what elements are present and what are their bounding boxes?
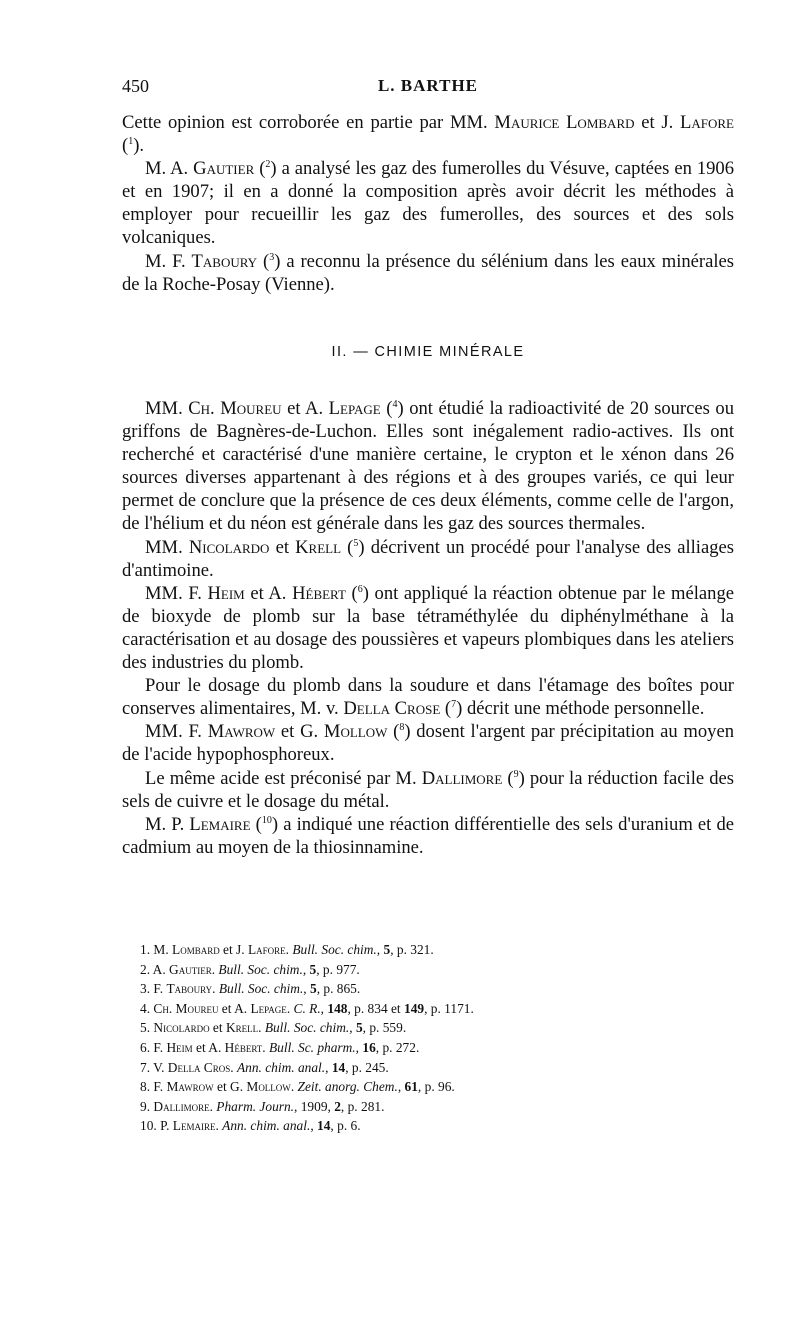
author-name: Nicolardo xyxy=(188,536,270,558)
author-name: Maurice Lombard xyxy=(494,112,635,133)
footnote-ref: 2 xyxy=(265,159,271,171)
author-name: Lafore xyxy=(680,112,734,133)
footnote: 1. M. Lombard et J. Lafore. Bull. Soc. chim., 5, p. 321. xyxy=(140,942,434,957)
paragraph: MM. F. Mawrow et G. Mollow ($^8$) dosent l'argent par précipitation au moyen de l'acide hypophosphoreux. xyxy=(122,721,734,766)
author-name: Krell xyxy=(295,536,342,558)
footnote-ref: 6 xyxy=(357,583,363,595)
page-number: 450 xyxy=(122,76,149,96)
author-name: Gautier xyxy=(193,158,255,180)
footnote: 6. F. Heim et A. Hébert. Bull. Sc. pharm., 16, p. 272. xyxy=(140,1039,420,1055)
author-name: Taboury xyxy=(191,250,258,272)
author-name: Heim xyxy=(207,582,245,604)
author-name: Hébert xyxy=(292,582,346,604)
paragraph: Cette opinion est corroborée en partie par MM. Maurice Lombard et J. Lafore ($^1$). xyxy=(122,112,734,157)
footnote-ref: 1 xyxy=(128,136,134,148)
author-name: Della Crose xyxy=(343,698,441,720)
author-name: Lepage xyxy=(328,398,381,419)
footnote-ref: 9 xyxy=(513,768,519,780)
paragraph: M. F. Taboury ($^3$) a reconnu la présence du sélénium dans les eaux minérales de la Roche-Posay (Vienne). xyxy=(122,250,735,295)
footnote: 4. Ch. Moureu et A. Lepage. C. R., 148, p. 834 et 149, p. 1171. xyxy=(140,1000,474,1016)
footnote: 9. Dallimore. Pharm. Journ., 1909, 2, p. 281. xyxy=(140,1098,385,1114)
footnote: 10. P. Lemaire. Ann. chim. anal., 14, p. 6. xyxy=(140,1118,361,1134)
author-name: Lemaire xyxy=(189,813,251,835)
footnote: 2. A. Gautier. Bull. Soc. chim., 5, p. 977. xyxy=(140,961,360,977)
author-name: Dallimore xyxy=(421,767,503,789)
intro-text xyxy=(122,111,734,296)
footnote: 7. V. Della Cros. Ann. chim. anal., 14, p. 245. xyxy=(140,1059,389,1075)
footnotes xyxy=(140,940,730,1136)
footnote-ref: 3 xyxy=(269,251,275,263)
paragraph: Pour le dosage du plomb dans la soudure et dans l'étamage des boîtes pour conserves alimentaires, M. v. Della Crose ($^7$) décrit une méthode personnelle. xyxy=(122,675,734,720)
running-head: L. BARTHE xyxy=(377,76,479,95)
paragraph: M. A. Gautier ($^2$) a analysé les gaz des fumerolles du Vésuve, captées en 1906 et en 1907; il en a donné la composition après avoir décrit les méthodes à employer pour recueillir les gaz des fumerolles, des sources et des sols volcaniques. xyxy=(122,158,735,249)
paragraph: Le même acide est préconisé par M. Dallimore ($^9$) pour la réduction facile des sels de cuivre et le dosage du métal. xyxy=(122,767,735,812)
author-name: Mawrow xyxy=(207,721,276,743)
section-text xyxy=(122,397,734,859)
paragraph: MM. Ch. Moureu et A. Lepage ($^4$) ont étudié la radioactivité de 20 sources ou griffons de Bagnères-de-Luchon. Elles sont inégalement radio-actives. Ils ont recherché et caractérisé d'une manière certaine, le crypton et le xénon dans 26 sources diverses appartenant à des régions et à des groupes variés, ce qui leur permet de conclure que la présence de ces deux éléments, comme celle de l'argon, de l'hélium et du néon est générale dans les gaz des sources thermales. xyxy=(122,398,734,535)
paragraph: M. P. Lemaire ($^{10}$) a indiqué une réaction différentielle des sels d'uranium et de cadmium au moyen de la thiosinnamine. xyxy=(122,813,734,858)
page-header xyxy=(122,76,734,102)
footnote: 8. F. Mawrow et G. Mollow. Zeit. anorg. Chem., 61, p. 96. xyxy=(140,1079,455,1095)
footnote-ref: 7 xyxy=(451,699,457,711)
author-name: Ch. Moureu xyxy=(188,398,282,419)
paragraph: MM. Nicolardo et Krell ($^5$) décrivent un procédé pour l'analyse des alliages d'antimoine. xyxy=(122,536,735,581)
footnote-ref: 8 xyxy=(399,722,405,734)
footnote-ref: 10 xyxy=(261,814,272,826)
author-name: Mollow xyxy=(323,721,388,743)
footnote-ref: 4 xyxy=(392,399,398,410)
section-heading: II. — CHIMIE MINÉRALE xyxy=(331,344,525,360)
paragraph: MM. F. Heim et A. Hébert ($^6$) ont appliqué la réaction obtenue par le mélange de bioxyde de plomb sur la base tétraméthylée du diphénylméthane à la caractérisation et au dosage des poussières et vapeurs plombiques dans les ateliers des industries du plomb. xyxy=(122,582,734,674)
footnote: 3. F. Taboury. Bull. Soc. chim., 5, p. 865. xyxy=(140,981,361,997)
footnote: 5. Nicolardo et Krell. Bull. Soc. chim., 5, p. 559. xyxy=(140,1020,407,1036)
footnote-ref: 5 xyxy=(353,537,359,549)
